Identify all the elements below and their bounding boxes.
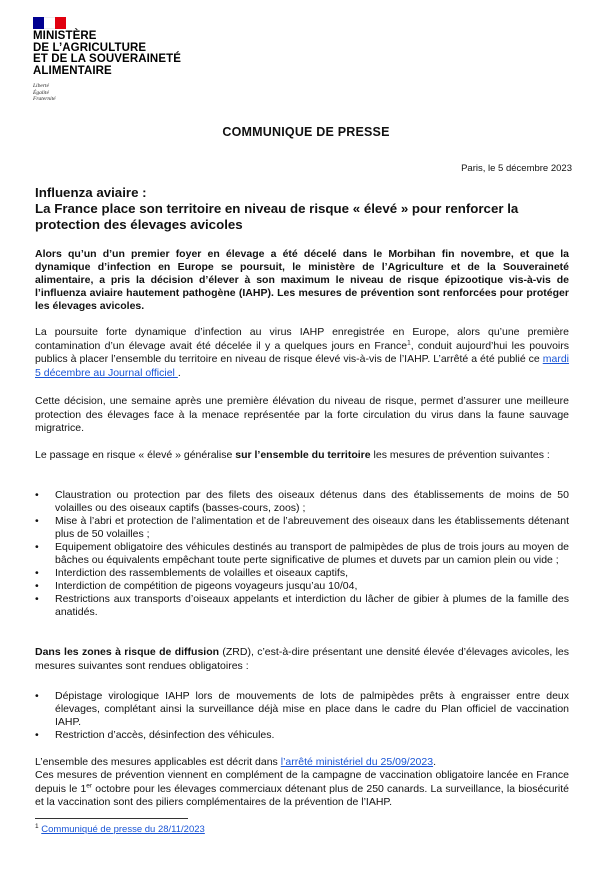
list-item: • Restriction d’accès, désinfection des véhicules. xyxy=(35,729,569,742)
paragraph-text: , conduit aujourd’hui les pouvoirs publics à placer l’ensemble du territoire en niveau de risque élevé vis-à-vis de l’IAHP. L’arrêté a été publié ce xyxy=(35,339,569,365)
paragraph-decision: Cette décision, une semaine après une première élévation du niveau de risque, permet d’assurer une meilleure protection des élevages face à la menace représentée par la forte circulation du virus dans la faune sauvage migratrice. xyxy=(35,395,569,434)
emphasis-text: Dans les zones à risque de diffusion xyxy=(35,646,220,658)
list-item: • Claustration ou protection par des filets des oiseaux détenus dans des établissements de moins de 50 volailles ou des oiseaux captifs (basses-cours, zoos) ; xyxy=(35,489,569,515)
headline-line-1: Influenza aviaire : xyxy=(35,185,147,200)
list-item: • Interdiction de compétition de pigeons voyageurs jusqu’au 10/04, xyxy=(35,580,569,593)
motto-line: Fraternité xyxy=(33,96,56,102)
measures-list xyxy=(35,489,569,619)
list-item: • Interdiction des rassemblements de volailles et oiseaux captifs, xyxy=(35,567,569,580)
journal-officiel-link[interactable]: mardi 5 décembre au Journal officiel xyxy=(35,353,569,379)
paragraph-vaccination xyxy=(35,769,569,810)
list-item: • Dépistage virologique IAHP lors de mouvements de lots de palmipèdes prêts à engraisser entre deux élevages, complétant ainsi la surveillance déjà mise en place dans le cadre du Plan officiel de vaccination IAHP. xyxy=(35,690,569,729)
french-flag-icon xyxy=(33,17,66,29)
paragraph-text: Ces mesures de prévention viennent en complément de la campagne de vaccination obligatoire lancée en France depuis le 1 xyxy=(35,769,569,795)
ministry-logo xyxy=(33,17,181,103)
dateline: Paris, le 5 décembre 2023 xyxy=(461,163,572,174)
list-item: • Restrictions aux transports d’oiseaux appelants et interdiction du lâcher de gibier à plumes de la famille des anatidés. xyxy=(35,593,569,619)
ministry-name-line: DE L’AGRICULTURE xyxy=(33,41,147,54)
paragraph-zrd-intro xyxy=(35,646,569,673)
paragraph-text: (ZRD), c’est-à-dire présentant une densité élevée d’élevages avicoles, les mesures suivantes sont rendues obligatoires : xyxy=(35,646,569,672)
republic-motto xyxy=(33,83,181,103)
ministry-name-line: MINISTÈRE xyxy=(33,30,97,42)
motto-line: Liberté xyxy=(33,83,49,89)
footnote-separator xyxy=(35,818,188,819)
footnote-link[interactable]: Communiqué de presse du 28/11/2023 xyxy=(41,824,205,835)
paragraph-arrete xyxy=(35,756,569,770)
paragraph-text: L’ensemble des mesures applicables est décrit dans xyxy=(35,756,281,768)
paragraph-text: octobre pour les élevages commerciaux détenant plus de 250 canards. La surveillance, la biosécurité et la vaccination sont des piliers complémentaires de la prévention de l’IAHP. xyxy=(35,782,569,808)
arrete-ministeriel-link[interactable]: l’arrêté ministériel du 25/09/2023 xyxy=(280,756,434,768)
list-item: • Equipement obligatoire des véhicules destinés au transport de palmipèdes de plus de trois jours au moyen de bâches ou équivalents empêchant toute perte significative de plumes et duvets par un camion plein ou vide ; xyxy=(35,541,569,567)
paragraph-text: . xyxy=(433,756,436,768)
lead-paragraph: Alors qu’un d’un premier foyer en élevage a été décelé dans le Morbihan fin novembre, et que la dynamique d’infection en Europe se poursuit, le ministère de l’Agriculture et de la Souveraineté alimentaire, a pris la décision d’élever à son maximum le niveau de risque épizootique vis-à-vis de l’influenza aviaire hautement pathogène (IAHP). Les mesures de prévention sont renforcées pour protéger les élevages avicoles. xyxy=(35,248,569,312)
paragraph-text: La poursuite forte dynamique d’infection au virus IAHP enregistrée en Europe, alors qu’une première contamination d’un élevage avait été décelée il y a quelques jours en France xyxy=(35,326,569,352)
ministry-name-line: ALIMENTAIRE xyxy=(33,64,112,77)
ministry-name xyxy=(33,31,181,77)
list-item: • Mise à l’abri et protection de l’alimentation et de l’abreuvement des oiseaux dans les établissements détenant plus de 50 volailles ; xyxy=(35,515,569,541)
paragraph-text: . xyxy=(177,366,181,379)
footnote-ref: 1 xyxy=(407,339,411,346)
headline-line-2: La France place son territoire en niveau de risque « élevé » pour renforcer la protection des élevages avicoles xyxy=(35,201,519,232)
ministry-name-line: ET DE LA SOUVERAINETÉ xyxy=(33,53,181,65)
zrd-measures-list xyxy=(35,690,569,742)
document-title: COMMUNIQUE DE PRESSE xyxy=(222,125,390,139)
emphasis-text: sur l’ensemble du territoire xyxy=(235,449,371,461)
paragraph-context xyxy=(35,326,569,380)
footnote xyxy=(35,824,205,836)
paragraph-measures-intro xyxy=(35,449,569,463)
motto-line: Égalité xyxy=(33,89,49,96)
headline xyxy=(35,185,575,233)
paragraph-text: les mesures de prévention suivantes : xyxy=(370,449,550,461)
superscript: er xyxy=(86,782,93,789)
paragraph-text: Le passage en risque « élevé » généralise xyxy=(35,449,236,461)
footnote-number: 1 xyxy=(35,822,39,830)
